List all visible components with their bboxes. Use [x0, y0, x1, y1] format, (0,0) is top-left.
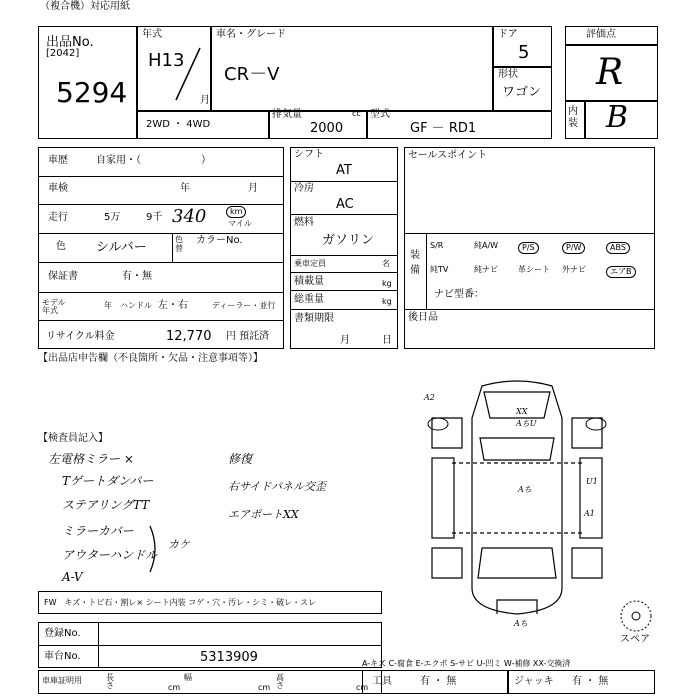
color-value: シルバー [96, 240, 147, 255]
doors-label: ドア [498, 29, 518, 40]
report-header: 【出品店申告欄（不良箇所・欠品・注意事項等）】 [38, 353, 263, 364]
spec-left-box [38, 147, 284, 349]
diagram-mark-au: AちU [516, 419, 537, 428]
color-change-label: 色替 [175, 235, 183, 253]
mileage-hand: 340 [172, 206, 207, 227]
warranty-value: 有・無 [122, 271, 152, 282]
color-label: 色 [56, 241, 66, 252]
inspector-note-3: ステアリングTT [62, 498, 150, 512]
equipment-item: 外ナビ [562, 265, 586, 274]
cert-height-label: 高さ [276, 673, 284, 690]
equipment-row2 [430, 264, 652, 280]
inspector-note-2: Tゲートダンパー [62, 474, 154, 488]
cert-width-label: 幅 [184, 673, 192, 682]
ac-value: AC [336, 197, 354, 212]
diagram-mark-a: Aち [518, 485, 532, 494]
km-label: km [226, 206, 246, 218]
later-items-label: 後日品 [408, 312, 438, 323]
grade-label: 評価点 [586, 29, 616, 40]
history-value: 自家用・（ ） [96, 155, 211, 166]
gross-label: 総重量 [294, 294, 324, 305]
bracket-mark [146, 524, 166, 574]
inspector-note-6: A-V [62, 570, 83, 584]
equipment-label: 装備 [410, 250, 420, 276]
mile-label: マイル [228, 219, 252, 228]
load-unit: kg [382, 279, 392, 288]
interior-value: B [606, 100, 629, 135]
equipment-item: S/R [430, 241, 444, 250]
jack-value: 有 ・ 無 [572, 676, 609, 687]
chassis-label: 車台No. [44, 651, 81, 662]
garage-cert-label: 車庫証明用 [42, 676, 82, 685]
diagram-mark-a2: A2 [424, 393, 435, 402]
type-value: GF － RD1 [410, 121, 477, 136]
capacity-label: 乗車定員 [294, 259, 326, 268]
cert-unit-2: cm [258, 683, 271, 692]
equipment-item: ABS [606, 242, 630, 254]
model-year-unit: 年 [104, 301, 112, 310]
diagram-mark-a-rear: Aち [514, 619, 528, 628]
diagram-mark-a1: A1 [584, 509, 595, 518]
inspector-note-10: カケ [168, 538, 190, 551]
equipment-item: 革シート [518, 265, 550, 274]
shape-label: 形状 [498, 69, 518, 80]
displacement-unit: cc [352, 109, 361, 118]
displacement-label: 排気量 [272, 109, 302, 120]
recycle-value: 12,770 [166, 329, 212, 344]
chassis-value: 5313909 [200, 650, 258, 665]
history-label: 車歴 [48, 155, 68, 166]
cert-unit-3: cm [356, 683, 369, 692]
displacement-value: 2000 [310, 121, 344, 136]
spare-label: スペア [620, 634, 650, 645]
mileage-man: 5万 [104, 212, 121, 223]
model-value: CR－V [224, 64, 280, 85]
tools-label: 工具 [372, 676, 392, 687]
mileage-label: 走行 [48, 212, 68, 223]
doc-month: 月 [340, 335, 350, 346]
year-label: 年式 [142, 29, 162, 40]
shape-value: ワゴン [502, 85, 542, 100]
load-label: 積載量 [294, 276, 324, 287]
tools-value: 有 ・ 無 [420, 676, 457, 687]
year-month-unit: 月 [200, 95, 210, 106]
fuel-label: 燃料 [294, 217, 314, 228]
inspection-label: 車検 [48, 183, 68, 194]
inspector-note-7: 修復 [228, 452, 253, 466]
lot-label: 出品No. [46, 35, 94, 50]
inspector-note-9: エアポートXX [228, 508, 299, 521]
fw-row-text: FW キズ・トビ石・割レ× シート内装 コゲ・穴・汚レ・シミ・破レ・スレ [44, 598, 317, 607]
header-caption: （複合機）対応用紙 [40, 1, 130, 12]
diagram-mark-u1: U1 [586, 477, 598, 486]
cert-unit-1: cm [168, 683, 181, 692]
handle-label: ハンドル [120, 301, 152, 310]
model-year-label: モデル年式 [42, 298, 66, 315]
lot-number: 5294 [56, 76, 128, 109]
equipment-item: 純ナビ [474, 265, 498, 274]
navi-model-label: ナビ型番： [434, 289, 484, 300]
warranty-label: 保証書 [48, 271, 78, 282]
equipment-item: エアB [606, 266, 636, 278]
inspector-note-1: 左電格ミラー × [48, 452, 134, 466]
inspection-year: 年 [180, 183, 190, 194]
jack-label: ジャッキ [514, 676, 554, 687]
year-value: H13 [148, 50, 185, 71]
model-label: 車名・グレード [216, 29, 286, 40]
color-no-label: カラーNo. [196, 235, 243, 246]
interior-label: 内装 [568, 106, 578, 129]
doc-label: 書類期限 [294, 313, 334, 324]
fuel-value: ガソリン [322, 233, 375, 248]
shift-label: シフト [294, 149, 324, 160]
registration-label: 登録No. [44, 628, 81, 639]
spare-tire-icon [616, 598, 656, 634]
inspection-month: 月 [248, 183, 258, 194]
recycle-unit: 円 預託済 [226, 331, 270, 342]
type-label: 型式 [370, 109, 390, 120]
doors-value: 5 [518, 42, 530, 63]
sales-point-label: セールスポイント [408, 150, 488, 161]
equipment-item: 純TV [430, 265, 449, 274]
garage-cert-box [38, 670, 382, 694]
doc-day: 日 [382, 335, 392, 346]
mileage-sen: 9千 [146, 212, 163, 223]
inspector-note-5: アウターハンドル [62, 548, 158, 562]
equipment-row1 [430, 240, 652, 256]
capacity-unit: 名 [382, 259, 390, 268]
handle-value: 左・右 [158, 300, 188, 311]
year-slash [170, 44, 210, 104]
recycle-label: リサイクル料金 [46, 331, 115, 342]
dealer-label: ディーラー・並行 [212, 301, 276, 310]
inspector-header: 【検査員記入】 [38, 433, 108, 444]
equipment-item: P/W [562, 242, 585, 254]
damage-legend: A-キズ C-腐食 E-エクボ S-サビ U-凹ミ W-補修 XX-交換済 [362, 659, 571, 668]
shift-value: AT [336, 163, 352, 178]
inspector-note-4: ミラーカバー [62, 524, 134, 538]
drive-value: 2WD ・ 4WD [146, 119, 211, 130]
grade-value: R [596, 52, 624, 93]
ac-label: 冷房 [294, 183, 314, 194]
gross-unit: kg [382, 297, 392, 306]
inspector-note-8: 右サイドパネル交歪 [228, 480, 327, 493]
diagram-mark-xx: XX [516, 407, 528, 416]
lot-code: [2042] [46, 48, 80, 59]
equipment-item: 純A/W [474, 241, 499, 250]
cert-length-label: 長さ [106, 673, 114, 690]
equipment-item: P/S [518, 242, 539, 254]
